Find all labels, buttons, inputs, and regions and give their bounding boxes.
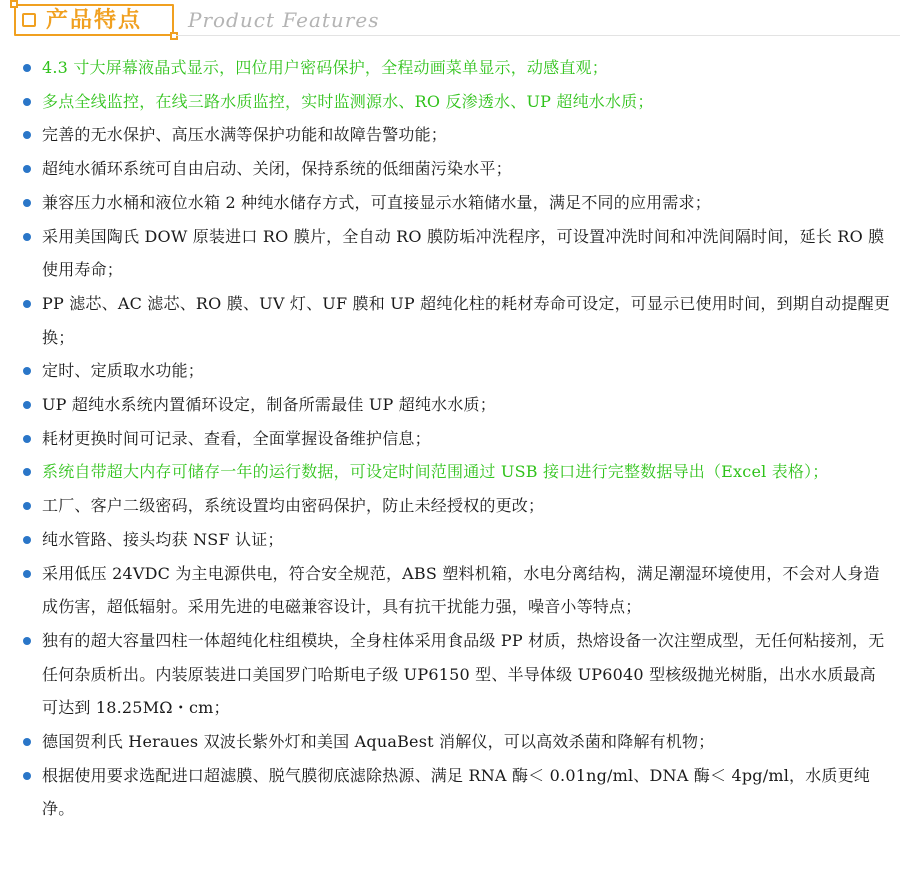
feature-item <box>20 186 890 220</box>
feature-item <box>20 118 890 152</box>
feature-item <box>20 354 890 388</box>
feature-text: 系统自带超大内存可储存一年的运行数据，可设定时间范围通过 USB 接口进行完整数据导出（Excel 表格）； <box>42 462 829 482</box>
feature-item <box>20 557 890 624</box>
feature-item <box>20 220 890 287</box>
feature-item <box>20 388 890 422</box>
bullet-icon <box>23 300 31 308</box>
feature-text: 采用美国陶氏 DOW 原装进口 RO 膜片，全自动 RO 膜防垢冲洗程序，可设置冲洗时间和冲洗间隔时间，延长 RO 膜使用寿命； <box>42 226 885 280</box>
title-frame <box>14 4 174 36</box>
feature-text: 纯水管路、接头均获 NSF 认证； <box>42 529 284 549</box>
feature-item <box>20 422 890 456</box>
feature-item <box>20 85 890 119</box>
feature-item <box>20 287 890 354</box>
bullet-icon <box>23 772 31 780</box>
frame-corner-decoration <box>10 0 18 8</box>
frame-corner-decoration <box>170 32 178 40</box>
feature-text: 定时、定质取水功能； <box>42 361 205 381</box>
bullet-icon <box>23 64 31 72</box>
feature-text: 完善的无水保护、高压水满等保护功能和故障告警功能； <box>42 125 448 145</box>
feature-item <box>20 489 890 523</box>
feature-text: 多点全线监控，在线三路水质监控，实时监测源水、RO 反渗透水、UP 超纯水水质； <box>42 91 654 111</box>
feature-text: UP 超纯水系统内置循环设定，制备所需最佳 UP 超纯水水质； <box>42 395 496 415</box>
bullet-icon <box>23 131 31 139</box>
feature-text: 兼容压力水桶和液位水箱 2 种纯水储存方式，可直接显示水箱储水量，满足不同的应用需求； <box>42 192 711 212</box>
bullet-icon <box>23 233 31 241</box>
bullet-icon <box>23 536 31 544</box>
bullet-icon <box>23 401 31 409</box>
bullet-icon <box>23 435 31 443</box>
feature-text: 德国贺利氏 Heraues 双波长紫外灯和美国 AquaBest 消解仪，可以高效杀菌和降解有机物； <box>42 732 715 752</box>
feature-item <box>20 455 890 489</box>
feature-list <box>20 51 890 826</box>
square-icon <box>22 13 36 27</box>
feature-text: 超纯水循环系统可自由启动、关闭，保持系统的低细菌污染水平； <box>42 159 512 179</box>
feature-text: 4.3 寸大屏幕液晶式显示，四位用户密码保护，全程动画菜单显示，动感直观； <box>42 58 608 77</box>
header-divider <box>176 35 900 36</box>
feature-item <box>20 51 890 85</box>
feature-item <box>20 624 890 725</box>
feature-text: 采用低压 24VDC 为主电源供电，符合安全规范，ABS 塑料机箱，水电分离结构，满足潮湿环境使用，不会对人身造成伤害，超低辐射。采用先进的电磁兼容设计，具有抗干扰能力强，噪音小等特点； <box>42 563 880 617</box>
feature-item <box>20 725 890 759</box>
section-title-cn: 产品特点 <box>46 8 143 33</box>
section-title-en: Product Features <box>188 8 380 32</box>
bullet-icon <box>23 98 31 106</box>
feature-text: 根据使用要求选配进口超滤膜、脱气膜彻底滤除热源、满足 RNA 酶＜ 0.01ng/ml、DNA 酶＜ 4pg/ml，水质更纯净。 <box>42 765 871 819</box>
bullet-icon <box>23 199 31 207</box>
section-header <box>0 0 900 42</box>
bullet-icon <box>23 570 31 578</box>
bullet-icon <box>23 502 31 510</box>
feature-item <box>20 523 890 557</box>
feature-item <box>20 759 890 826</box>
feature-text: PP 滤芯、AC 滤芯、RO 膜、UV 灯、UF 膜和 UP 超纯化柱的耗材寿命可设定，可显示已使用时间，到期自动提醒更换； <box>42 293 890 347</box>
bullet-icon <box>23 165 31 173</box>
feature-text: 独有的超大容量四柱一体超纯化柱组模块，全身柱体采用食品级 PP 材质，热熔设备一次注塑成型，无任何粘接剂，无任何杂质析出。内装原装进口美国罗门哈斯电子级 UP6150 型、半导体级 UP6040 型核级抛光树脂，出水水质最高可达到 18.25MΩ・cm； <box>42 630 885 718</box>
feature-item <box>20 152 890 186</box>
feature-text: 耗材更换时间可记录、查看，全面掌握设备维护信息； <box>42 428 431 448</box>
bullet-icon <box>23 738 31 746</box>
bullet-icon <box>23 367 31 375</box>
bullet-icon <box>23 637 31 645</box>
bullet-icon <box>23 468 31 476</box>
feature-text: 工厂、客户二级密码，系统设置均由密码保护，防止未经授权的更改； <box>42 496 545 516</box>
